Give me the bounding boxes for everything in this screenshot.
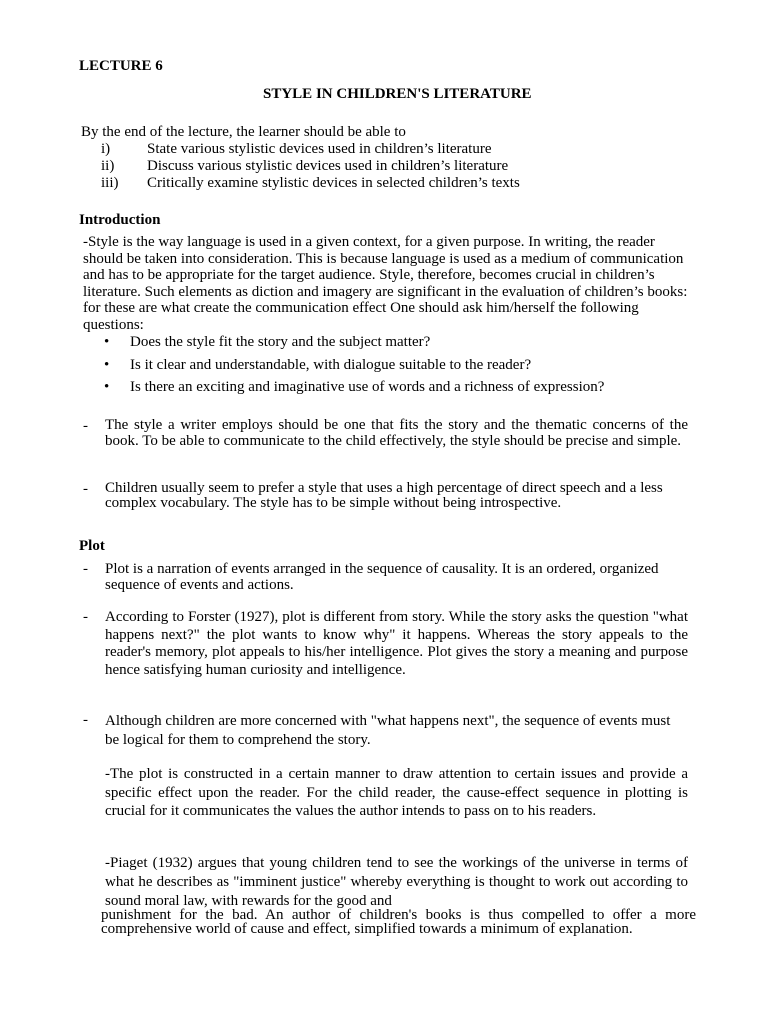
bullet-text: Is it clear and understandable, with dialogue suitable to the reader?: [130, 357, 532, 373]
dash-marker: -: [83, 712, 88, 728]
objective-text: State various stylistic devices used in children’s literature: [147, 141, 492, 157]
objective-item: [101, 175, 520, 192]
plot-point: According to Forster (1927), plot is different from story. While the story asks the question "what happens next?" the plot wants to know why" it happens. Whereas the story appeals to the reader's memory, plot appeals to his/her intelligence. Plot gives the story a meaning and purpose hence satisfying human curiosity and intelligence.: [105, 609, 688, 678]
dash-marker: -: [83, 418, 88, 434]
plot-point: Although children are more concerned with "what happens next", the sequence of events must be logical for them to comprehend the story.: [105, 713, 671, 748]
plot-paragraph: -The plot is constructed in a certain manner to draw attention to certain issues and provide a specific effect upon the reader. For the child reader, the cause-effect sequence in plotting is crucial for it communicates the values the author intends to pass on to his readers.: [105, 766, 688, 819]
objective-number: i): [101, 141, 111, 157]
style-point: The style a writer employs should be one that fits the story and the thematic concerns of the book. To be able to communicate to the child effectively, the style should be precise and simple.: [105, 417, 688, 449]
dash-marker: -: [83, 481, 88, 497]
plot-paragraph: -Piaget (1932) argues that young children tend to see the workings of the universe in terms of what he describes as "imminent justice" whereby everything is thought to work out according to sound moral law, with rewards for the good and: [105, 855, 688, 909]
style-point: Children usually seem to prefer a style that uses a high percentage of direct speech and a less complex vocabulary. The style has to be simple without being introspective.: [105, 480, 663, 511]
objectives-intro: By the end of the lecture, the learner should be able to: [81, 124, 406, 140]
section-heading-plot: Plot: [79, 538, 105, 554]
bullet-text: Does the style fit the story and the subject matter?: [130, 334, 431, 350]
dash-marker: -: [83, 609, 88, 625]
bullet-icon: •: [104, 357, 110, 373]
bullet-text: Is there an exciting and imaginative use of words and a richness of expression?: [130, 379, 605, 395]
objective-item: [101, 158, 508, 175]
plot-point: Plot is a narration of events arranged in the sequence of causality. It is an ordered, organized sequence of events and actions.: [105, 561, 659, 593]
plot-paragraph: punishment for the bad. An author of children's books is thus compelled to offer a more comprehensive world of cause and effect, simplified towards a minimum of explanation.: [101, 907, 696, 937]
bullet-icon: •: [104, 379, 110, 395]
objective-number: iii): [101, 175, 119, 191]
section-heading-introduction: Introduction: [79, 212, 161, 228]
objective-text: Critically examine stylistic devices in selected children’s texts: [147, 175, 520, 191]
introduction-paragraph: -Style is the way language is used in a given context, for a given purpose. In writing, the reader should be taken into consideration. This is because language is used as a medium of communication and has to be appropriate for the target audience. Style, therefore, becomes crucial in children’s literature. Such elements as diction and imagery are significant in the evaluation of children’s books: for these are what create the communication effect One should ask him/herself the following questions:: [83, 234, 688, 333]
lecture-title: STYLE IN CHILDREN'S LITERATURE: [263, 86, 532, 102]
objective-text: Discuss various stylistic devices used in children’s literature: [147, 158, 509, 174]
dash-marker: -: [83, 561, 88, 577]
lecture-number: LECTURE 6: [79, 58, 163, 74]
objective-item: [101, 141, 492, 158]
bullet-icon: •: [104, 334, 110, 350]
objective-number: ii): [101, 158, 115, 174]
